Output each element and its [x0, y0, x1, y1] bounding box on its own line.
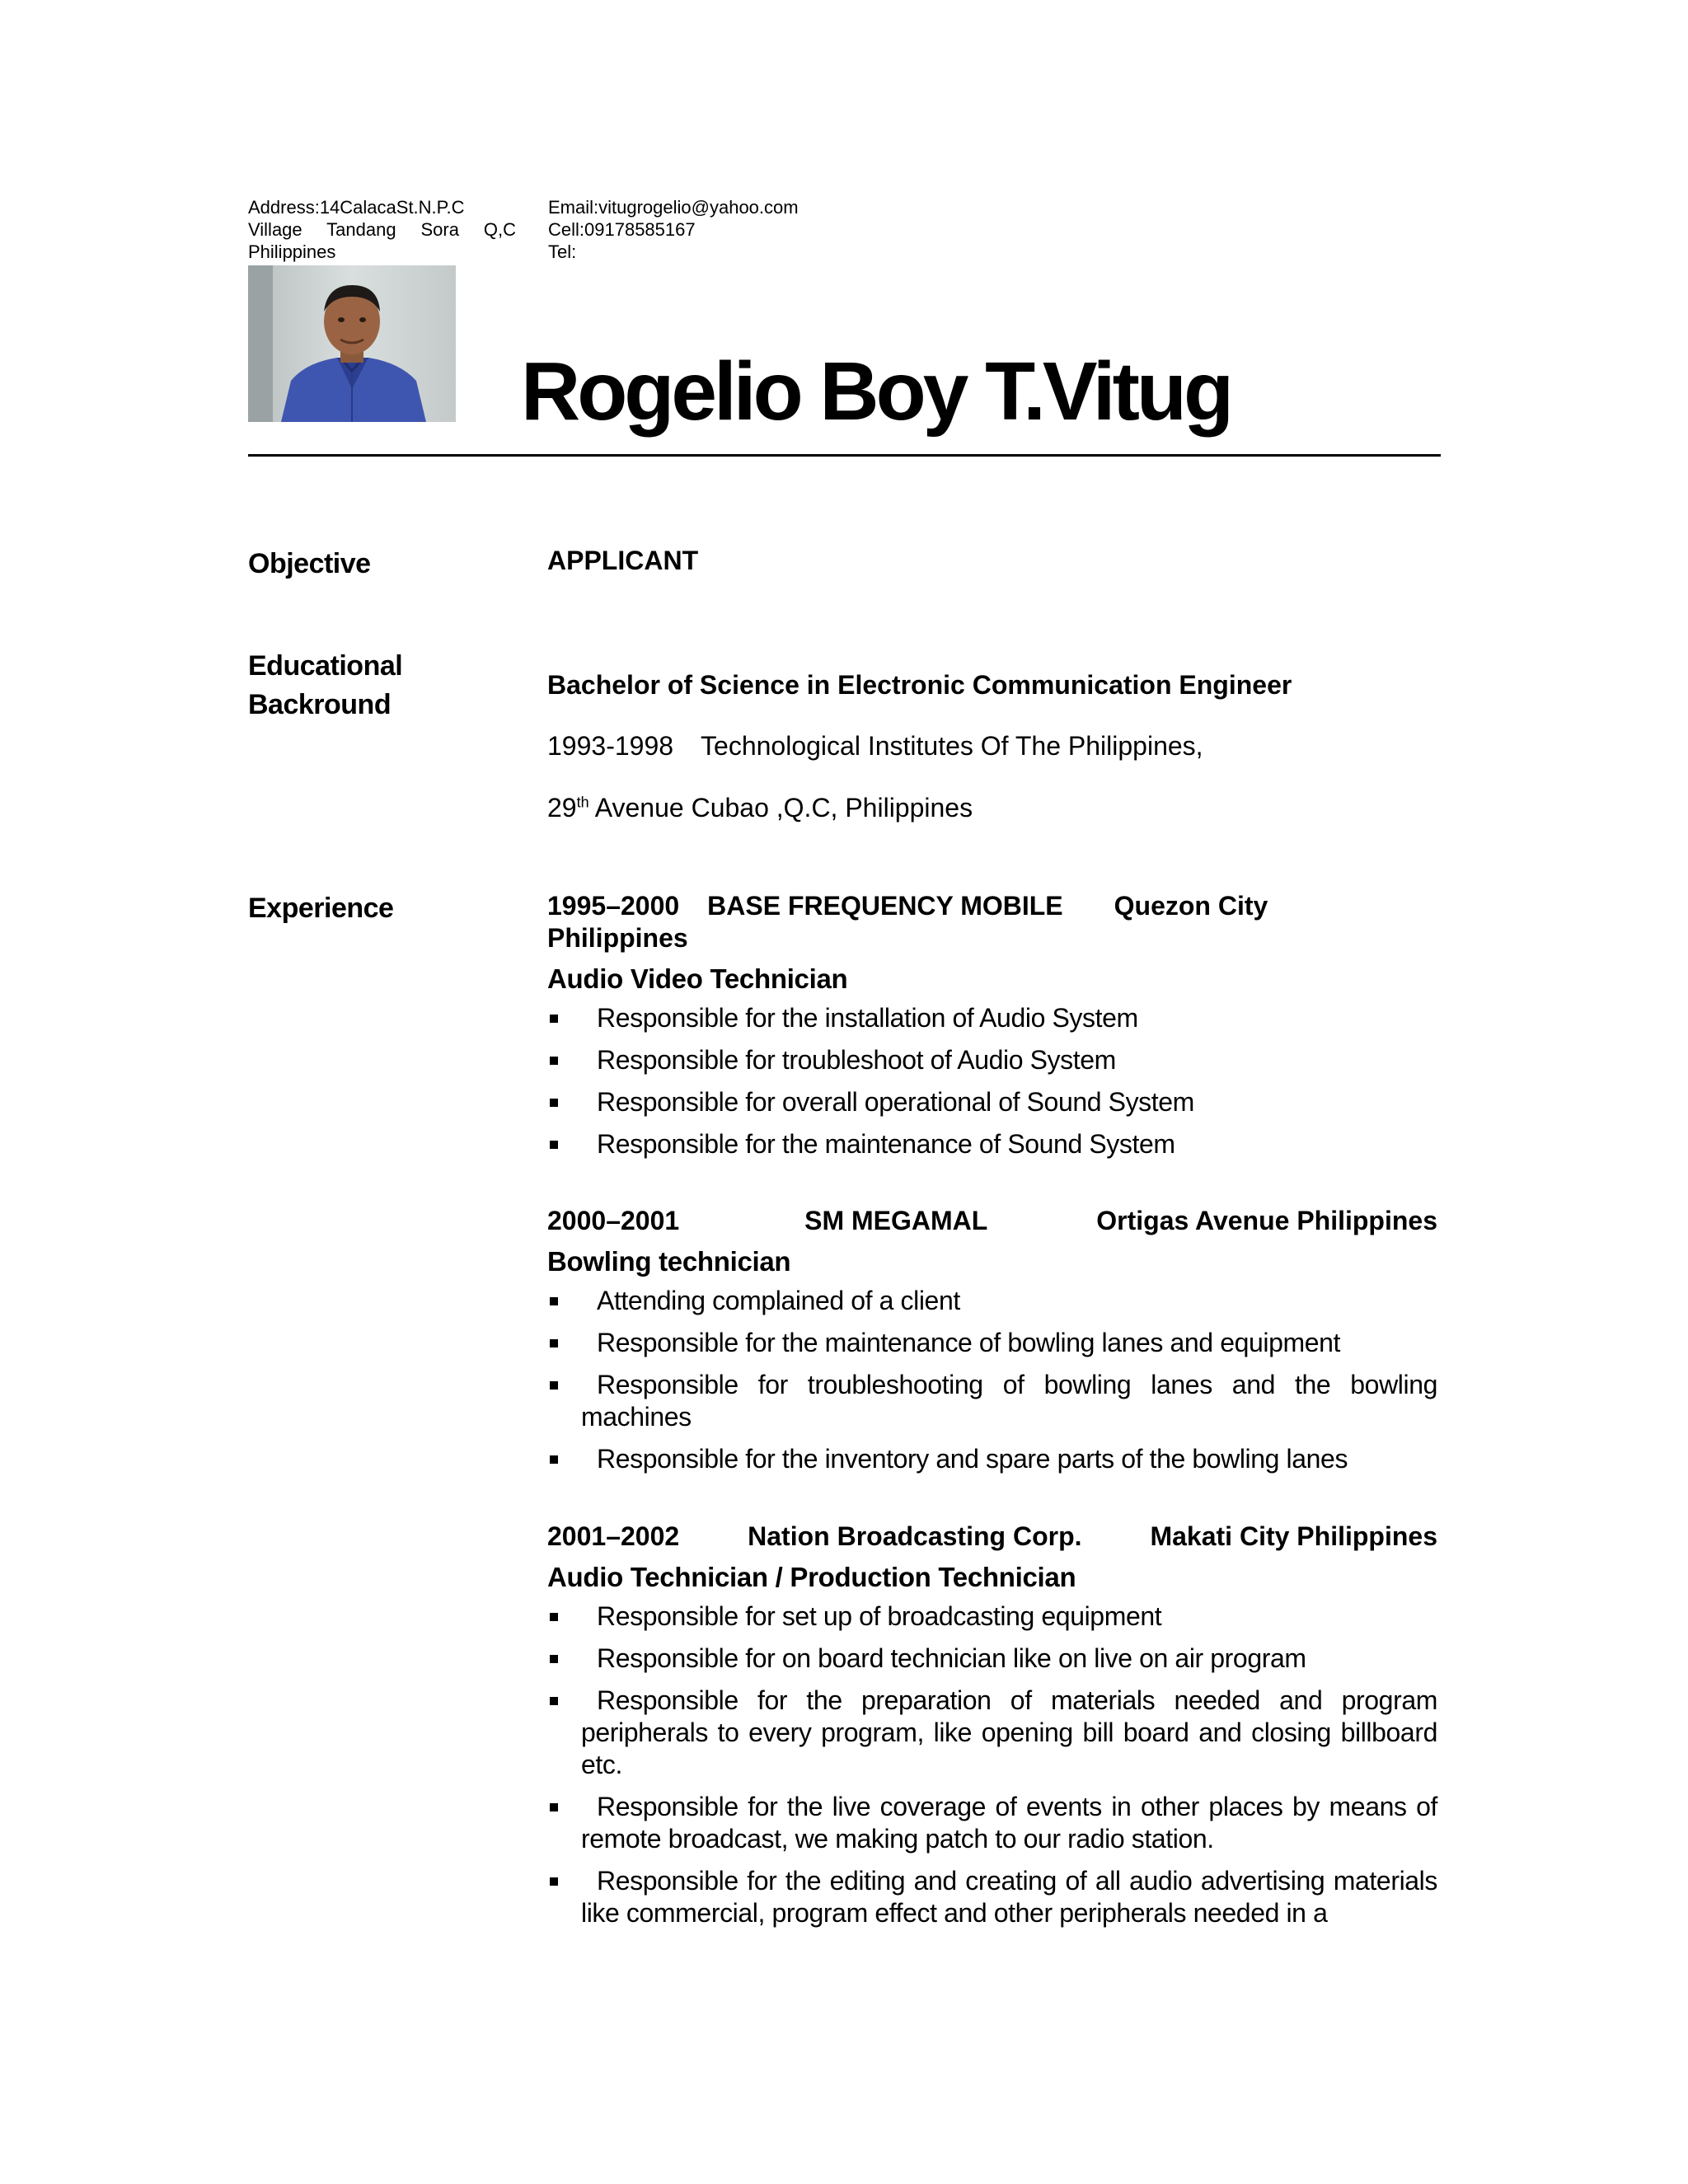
objective-heading: Objective [248, 548, 371, 579]
duty-item: Responsible for the installation of Audio System [547, 1002, 1372, 1034]
job-role: Bowling technician [547, 1246, 791, 1277]
education-degree: Bachelor of Science in Electronic Communication Engineer [547, 670, 1292, 700]
bullet-square-icon [550, 1057, 558, 1065]
education-years: 1993-1998 [547, 731, 674, 761]
job-location-continued: Philippines [547, 923, 688, 953]
bullet-square-icon [550, 1381, 558, 1390]
job-years: 1995–2000 [547, 891, 680, 921]
bullet-square-icon [550, 1099, 558, 1107]
email-text: Email:vitugrogelio@yahoo.com [548, 197, 799, 218]
bullet-square-icon [550, 1297, 558, 1305]
bullet-square-icon [550, 1803, 558, 1811]
education-address [547, 792, 1437, 824]
job-3 [547, 1521, 1437, 1939]
job-location: Ortigas Avenue Philippines [1096, 1206, 1437, 1235]
bullet-square-icon [550, 1339, 558, 1347]
education-heading-line-1: Educational [248, 650, 403, 682]
duty-item: Responsible for the editing and creating of all audio advertising materials like commercial, program effect and other peripherals needed in a [547, 1865, 1437, 1929]
job-3-header [547, 1521, 1437, 1553]
education-address-rest: Avenue Cubao ,Q.C, Philippines [588, 793, 973, 823]
address-block [248, 196, 516, 263]
bullet-square-icon [550, 1697, 558, 1705]
bullet-square-icon [550, 1015, 558, 1023]
education-heading-line-2: Backround [248, 689, 392, 720]
bullet-square-icon [550, 1613, 558, 1621]
address-line-2: Village Tandang Sora Q,C [248, 219, 516, 240]
job-3-duties [547, 1601, 1437, 1929]
bullet-square-icon [550, 1141, 558, 1149]
bullet-square-icon [550, 1455, 558, 1464]
job-2-duties [547, 1285, 1437, 1475]
education-address-number: 29 [547, 793, 577, 823]
job-years: 2001–2002 [547, 1521, 680, 1551]
duty-item: Responsible for troubleshooting of bowling lanes and the bowling machines [547, 1369, 1437, 1433]
job-company: BASE FREQUENCY MOBILE [707, 891, 1063, 921]
objective-value: APPLICANT [547, 546, 699, 575]
person-photo-illustration [248, 265, 456, 422]
job-1-duties [547, 1002, 1372, 1160]
duty-item: Responsible for the inventory and spare parts of the bowling lanes [547, 1443, 1437, 1475]
job-role: Audio Video Technician [547, 963, 848, 994]
address-line-3: Philippines [248, 241, 336, 262]
duty-item: Responsible for the preparation of materials needed and program peripherals to every program, like opening bill board and closing billboard etc. [547, 1685, 1437, 1781]
bullet-square-icon [550, 1877, 558, 1886]
duty-item: Responsible for troubleshoot of Audio System [547, 1044, 1372, 1076]
duty-item: Responsible for the live coverage of events in other places by means of remote broadcast, we making patch to our radio station. [547, 1791, 1437, 1855]
job-1-header [547, 890, 1372, 954]
education-school-line [547, 730, 1437, 762]
duty-item: Responsible for the maintenance of Sound System [547, 1128, 1372, 1160]
duty-item: Responsible for on board technician like on live on air program [547, 1643, 1437, 1675]
tel-text: Tel: [548, 241, 577, 262]
education-school: Technological Institutes Of The Philippines, [701, 731, 1203, 761]
job-location: Quezon City [1114, 891, 1268, 921]
job-location: Makati City Philippines [1150, 1521, 1437, 1551]
duty-item: Responsible for overall operational of Sound System [547, 1086, 1372, 1118]
job-role: Audio Technician / Production Technician [547, 1562, 1076, 1592]
bullet-square-icon [550, 1655, 558, 1663]
experience-heading: Experience [248, 893, 394, 924]
contact-details [548, 196, 1043, 263]
education-address-suffix: th [576, 794, 589, 811]
job-company: SM MEGAMAL [804, 1206, 988, 1235]
duty-item: Attending complained of a client [547, 1285, 1437, 1317]
duty-item: Responsible for set up of broadcasting equipment [547, 1601, 1437, 1633]
job-2-header [547, 1205, 1437, 1237]
job-2 [547, 1205, 1437, 1485]
cell-text: Cell:09178585167 [548, 219, 696, 240]
profile-photo [248, 265, 456, 422]
address-line-1: Address:14CalacaSt.N.P.C [248, 197, 465, 218]
job-company: Nation Broadcasting Corp. [748, 1521, 1082, 1551]
job-1 [547, 890, 1372, 1170]
header-divider [248, 454, 1441, 457]
duty-item: Responsible for the maintenance of bowling lanes and equipment [547, 1327, 1437, 1359]
job-years: 2000–2001 [547, 1206, 680, 1235]
applicant-name: Rogelio Boy T.Vitug [521, 345, 1231, 438]
